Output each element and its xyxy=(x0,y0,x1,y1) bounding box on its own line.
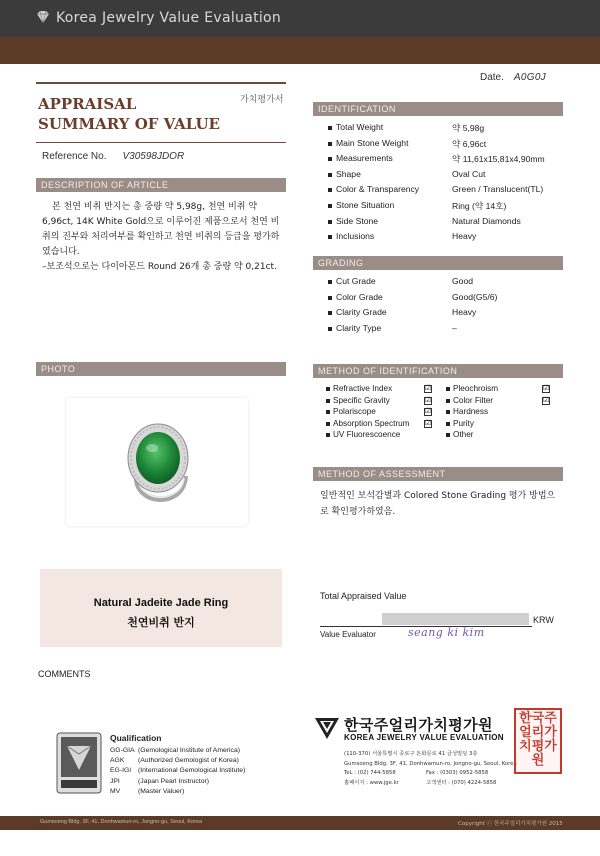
item-name-en: Natural Jadeite Jade Ring xyxy=(93,597,229,609)
list-item: Side Stone Natural Diamonds xyxy=(328,216,568,232)
checkbox-icon: ☑ xyxy=(425,385,432,392)
description-text xyxy=(42,200,282,275)
list-item: Hardness xyxy=(446,407,556,419)
list-item: Cut Grade Good xyxy=(328,276,568,292)
checkbox-icon: ☑ xyxy=(425,396,432,404)
ring-photo xyxy=(66,398,248,526)
date-value: A0G0J xyxy=(513,72,546,83)
qualification-list xyxy=(110,746,245,797)
description-heading: DESCRIPTION OF ARTICLE xyxy=(36,178,286,192)
footer-copyright: Copyright ⓒ 한국주얼리가치평가원 2015 xyxy=(458,821,563,827)
identification-list xyxy=(328,122,568,247)
list-item: GG-GIA (Gemological Institute of America) xyxy=(110,747,240,754)
list-item: MV (Master Valuer) xyxy=(110,787,185,795)
list-item: JPI (Japan Pearl Instructor) xyxy=(110,777,210,785)
item-name-block xyxy=(40,569,282,647)
value-evaluator-label: Value Evaluator xyxy=(320,630,376,639)
total-appraised-value-label: Total Appraised Value xyxy=(320,591,407,601)
currency-label: KRW xyxy=(533,615,554,625)
diamond-logo-icon xyxy=(36,10,50,24)
list-item: Pleochroism ☑ xyxy=(446,384,556,396)
checkbox-icon: ☑ xyxy=(543,396,550,404)
list-item: Color & Transparency Green / Translucent(TL) xyxy=(328,184,568,200)
list-item: Other xyxy=(446,430,556,442)
title-korean: 가치평가서 xyxy=(240,95,284,105)
list-item: EG-IGI (International Gemological Institute) xyxy=(110,767,246,775)
address-line: TeL : (02) 744-5858 xyxy=(344,770,396,777)
list-item: Main Stone Weight 약 6,96ct xyxy=(328,138,568,154)
grading-list xyxy=(328,276,568,338)
comments-label: COMMENTS xyxy=(38,669,91,679)
photo-heading: PHOTO xyxy=(36,362,286,376)
reference-label: Reference No. xyxy=(42,151,107,162)
qualification-emblem-icon xyxy=(56,732,102,794)
identification-heading: IDENTIFICATION xyxy=(313,102,563,116)
checkbox-icon: ☑ xyxy=(425,408,432,416)
method-left-list xyxy=(326,384,446,442)
address-line: 고객센터 : (070) 4224-5858 xyxy=(426,779,497,786)
list-item: UV Fluorescoence xyxy=(326,430,446,442)
organization-address xyxy=(344,750,517,788)
reference xyxy=(42,151,184,162)
list-item: AGK (Authorized Gemologist of Korea) xyxy=(110,757,239,765)
appraised-value-redacted xyxy=(382,613,529,625)
list-item: Clarity Grade Heavy xyxy=(328,307,568,323)
page-title xyxy=(38,94,220,134)
footer-bar xyxy=(0,816,600,830)
title-line-1: APPRAISAL xyxy=(38,95,137,113)
title-line-2: SUMMARY OF VALUE xyxy=(38,115,220,133)
footer-address: Gumsoeng Bldg. 3F, 41, Donhwamun-ro, Jongno-gu, Seoul, Korea xyxy=(40,819,203,825)
address-line: Fax : (0303) 0952-5858 xyxy=(426,770,489,777)
title-rule-top xyxy=(36,82,286,84)
list-item: Measurements 약 11,61x15,81x4,90mm xyxy=(328,153,568,169)
method-assessment-text: 일반적인 보석감별과 Colored Stone Grading 평가 방법으로 확인평가하였음. xyxy=(320,491,556,517)
list-item: Shape Oval Cut xyxy=(328,169,568,185)
header-brand: Korea Jewelry Value Evaluation xyxy=(56,10,282,26)
list-item: Refractive Index ☑ xyxy=(326,384,446,396)
list-item: Purity xyxy=(446,419,556,431)
address-line: (110-370) 서울특별시 종로구 돈화문로 41 금성빌딩 3층 xyxy=(344,751,478,757)
photo-frame xyxy=(66,398,248,526)
item-name-ko: 천연비취 반지 xyxy=(127,616,195,629)
header-bar xyxy=(0,0,600,37)
grading-heading: GRADING xyxy=(313,256,563,270)
checkbox-icon: ☑ xyxy=(543,385,550,392)
list-item: Color Grade Good(G5/6) xyxy=(328,292,568,308)
list-item: Clarity Type – xyxy=(328,323,568,339)
date xyxy=(480,72,546,83)
list-item: Inclusions Heavy xyxy=(328,231,568,247)
description-line: 본 천연 비취 반지는 총 중량 약 5,98g, 천연 비취 약 6,96ct, 14K White Gold으로 이루어진 제품으로서 천연 비취의 진부와 처리여부를 확인하고 천연 비취의 등급을 평가하였습니다. xyxy=(42,202,280,257)
address-line: 홈페이지 : www.jge.kr xyxy=(344,779,399,786)
list-item: Stone Situation Ring (약 14호) xyxy=(328,200,568,216)
method-assessment-heading: METHOD OF ASSESSMENT xyxy=(313,467,563,481)
list-item: Absorption Spectrum ☑ xyxy=(326,419,446,431)
seal-text: 한국주얼리가치평가원 xyxy=(519,711,557,768)
list-item: Color Filter ☑ xyxy=(446,396,556,408)
list-item: Total Weight 약 5,98g xyxy=(328,122,568,138)
organization-name-en: KOREA JEWELRY VALUE EVALUATION xyxy=(344,733,504,742)
evaluator-signature: seang ki kim xyxy=(408,626,485,639)
method-identification-heading: METHOD OF IDENTIFICATION xyxy=(313,364,563,378)
description-line: –보조석으로는 다이아몬드 Round 26개 총 중량 약 0,21ct. xyxy=(42,262,277,272)
date-label: Date. xyxy=(480,72,504,83)
address-line: Gumsoeng Bldg. 3F, 41, Donhwamun-ro, Jongno-gu, Seoul, Korea xyxy=(344,760,517,767)
organization-name-ko: 한국주얼리가치평가원 xyxy=(344,716,493,734)
accent-bar xyxy=(0,37,600,64)
title-rule-bottom xyxy=(36,142,286,143)
list-item: Specific Gravity ☑ xyxy=(326,396,446,408)
qualification-title: Qualification xyxy=(110,733,162,743)
list-item: Polariscope ☑ xyxy=(326,407,446,419)
checkbox-icon: ☑ xyxy=(425,419,432,427)
method-right-list xyxy=(446,384,556,442)
reference-value: V30598JDOR xyxy=(122,151,185,162)
address-row xyxy=(344,779,517,789)
address-row xyxy=(344,769,517,779)
organization-seal xyxy=(514,708,562,774)
organization-logo-icon xyxy=(314,716,340,740)
